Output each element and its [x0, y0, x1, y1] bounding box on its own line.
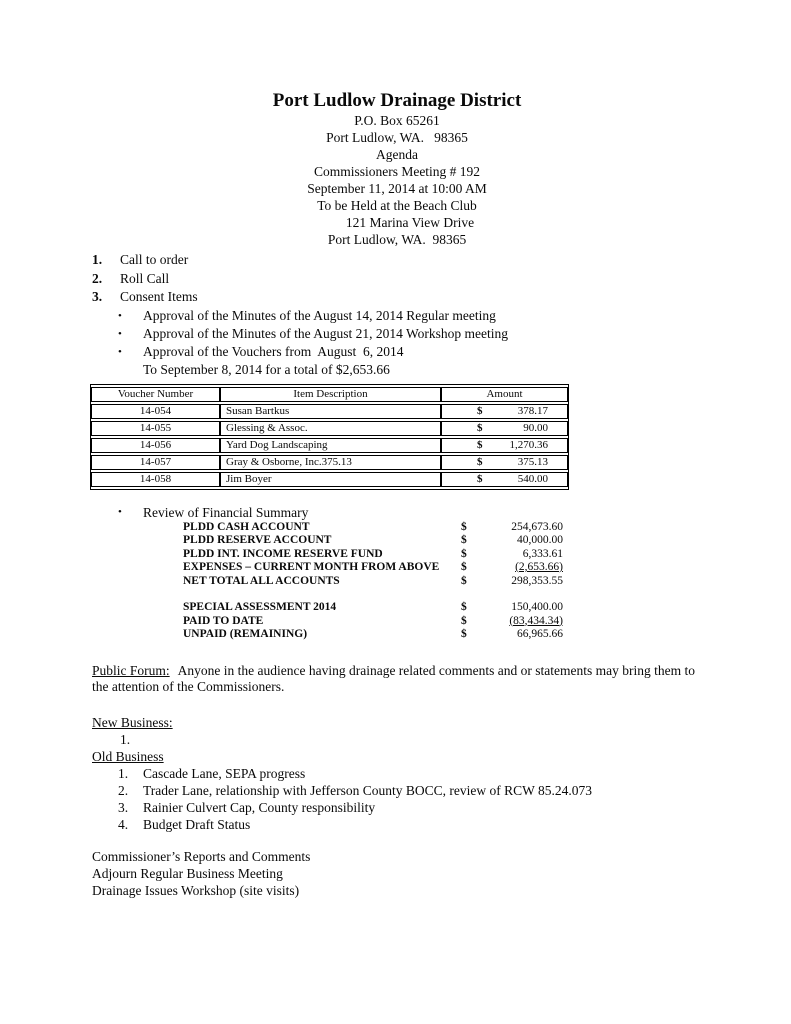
item-description-cell: Jim Boyer: [220, 472, 441, 487]
financial-row-unpaid-remaining: [183, 628, 702, 642]
financial-amount: 40,000.00: [517, 534, 563, 546]
consent-bullet-minutes-aug14: [118, 307, 702, 325]
financial-summary-label: Review of Financial Summary: [143, 504, 309, 520]
old-business-item-number: 2.: [118, 782, 129, 798]
voucher-table: [90, 384, 569, 490]
currency-symbol: $: [461, 534, 467, 546]
currency-symbol: $: [461, 520, 467, 533]
accounts-rows: [183, 521, 702, 642]
currency-symbol: $: [461, 574, 467, 587]
table-row: [91, 421, 568, 436]
consent-bullet-list: [118, 307, 702, 379]
voucher-number-cell: 14-055: [91, 421, 220, 436]
consent-bullet-line-1: Approval of the Vouchers from August 6, 2014: [143, 343, 404, 359]
currency-symbol: $: [477, 404, 483, 417]
amount-value: 90.00: [523, 421, 548, 434]
agenda-item-text: Call to order: [120, 252, 189, 267]
voucher-number-cell: 14-056: [91, 438, 220, 453]
agenda-item-number: 1.: [92, 252, 103, 267]
voucher-table-header-row: [91, 387, 568, 402]
public-forum-body: Anyone in the audience having drainage related comments and or statements may bring them to the attention of the Commissioners.: [92, 662, 699, 694]
financial-label: UNPAID (REMAINING): [183, 628, 308, 640]
bullet-icon: [118, 343, 143, 379]
old-business-item-rainier-culvert: [118, 799, 702, 816]
financial-label: PAID TO DATE: [183, 614, 264, 627]
financial-amount: 6,333.61: [522, 547, 563, 560]
financial-amount: (83,434.34): [509, 614, 563, 627]
agenda-item-call-to-order: [92, 251, 702, 270]
currency-symbol: $: [477, 421, 483, 434]
header-line-po-box: P.O. Box 65261: [354, 113, 440, 128]
amount-value: 540.00: [517, 472, 548, 485]
old-business-item-text: Budget Draft Status: [143, 816, 251, 832]
new-business-section: [92, 714, 702, 731]
currency-symbol: $: [461, 547, 467, 560]
consent-bullet-text: [143, 343, 403, 379]
amount-value: 378.17: [517, 404, 548, 417]
document-title: Port Ludlow Drainage District: [272, 90, 522, 111]
financial-row-reserve-account: [183, 534, 702, 548]
agenda-item-text: Consent Items: [120, 289, 198, 304]
old-business-item-budget-draft: [118, 816, 702, 833]
bullet-icon: [118, 505, 143, 520]
item-description-cell: Yard Dog Landscaping: [220, 438, 441, 453]
column-header-amount: Amount: [441, 387, 568, 402]
agenda-list: [92, 251, 702, 307]
new-business-item-number: 1.: [120, 731, 131, 747]
voucher-number-cell: 14-058: [91, 472, 220, 487]
amount-cell: [441, 404, 568, 419]
column-header-voucher-number: Voucher Number: [91, 387, 220, 402]
header-line-city-zip: Port Ludlow, WA. 98365: [326, 130, 468, 145]
consent-bullet-line-2: To September 8, 2014 for a total of $2,653.66: [143, 361, 390, 377]
bullet-icon: [118, 325, 143, 343]
consent-bullet-minutes-aug21: [118, 325, 702, 343]
old-business-item-number: 4.: [118, 816, 129, 832]
old-business-item-cascade-lane: [118, 765, 702, 782]
currency-symbol: $: [477, 438, 483, 451]
old-business-heading: Old Business: [92, 748, 164, 764]
table-row: [91, 404, 568, 419]
closing-line-workshop: Drainage Issues Workshop (site visits): [92, 883, 300, 899]
amount-cell: [441, 472, 568, 487]
financial-amount: (2,653.66): [515, 561, 563, 573]
financial-row-expenses: [183, 561, 702, 575]
agenda-item-roll-call: [92, 270, 702, 289]
item-description-cell: Gray & Osborne, Inc.375.13: [220, 455, 441, 470]
amount-cell: [441, 455, 568, 470]
financial-amount: 150,400.00: [511, 601, 563, 613]
currency-symbol: $: [461, 628, 467, 640]
header-line-datetime: September 11, 2014 at 10:00 AM: [307, 181, 487, 196]
financial-label: NET TOTAL ALL ACCOUNTS: [183, 574, 340, 587]
old-business-item-number: 3.: [118, 799, 129, 815]
new-business-heading: New Business:: [92, 714, 173, 730]
header-line-location: To be Held at the Beach Club: [317, 198, 477, 213]
amount-cell: [441, 438, 568, 453]
table-row: [91, 455, 568, 470]
consent-bullet-text: Approval of the Minutes of the August 14, 2014 Regular meeting: [143, 307, 496, 323]
item-description-cell: Glessing & Assoc.: [220, 421, 441, 436]
consent-bullet-vouchers: [118, 343, 702, 379]
amount-cell: [441, 421, 568, 436]
table-row: [91, 472, 568, 487]
old-business-list: [118, 765, 702, 833]
column-header-item-description: Item Description: [220, 387, 441, 402]
old-business-item-text: Trader Lane, relationship with Jefferson County BOCC, review of RCW 85.24.073: [143, 782, 592, 798]
agenda-item-number: 3.: [92, 289, 103, 304]
voucher-number-cell: 14-054: [91, 404, 220, 419]
agenda-item-text: Roll Call: [120, 270, 170, 286]
header-line-meeting-number: Commissioners Meeting # 192: [313, 164, 481, 179]
financial-label: EXPENSES – CURRENT MONTH FROM ABOVE: [183, 561, 440, 573]
financial-label: SPECIAL ASSESSMENT 2014: [183, 601, 337, 613]
financial-label: PLDD CASH ACCOUNT: [183, 520, 310, 533]
amount-value: 375.13: [517, 455, 548, 468]
spacer: [183, 588, 702, 601]
financial-amount: 298,353.55: [511, 574, 563, 587]
header-line-agenda: Agenda: [376, 147, 418, 162]
bullet-icon: [118, 307, 143, 325]
financial-label: PLDD INT. INCOME RESERVE FUND: [183, 547, 383, 560]
header-line-street: 121 Marina View Drive: [345, 215, 475, 230]
closing-line-adjourn: Adjourn Regular Business Meeting: [92, 865, 283, 881]
item-description-cell: Susan Bartkus: [220, 404, 441, 419]
currency-symbol: $: [461, 614, 467, 627]
currency-symbol: $: [477, 455, 483, 468]
financial-label: PLDD RESERVE ACCOUNT: [183, 534, 332, 546]
closing-lines: [92, 848, 702, 900]
public-forum-heading: Public Forum:: [92, 662, 170, 678]
financial-amount: 254,673.60: [511, 520, 563, 533]
old-business-section: [92, 748, 702, 765]
old-business-item-text: Rainier Culvert Cap, County responsibility: [143, 799, 376, 815]
public-forum-section: [92, 663, 702, 696]
old-business-item-number: 1.: [118, 765, 129, 781]
agenda-item-number: 2.: [92, 270, 103, 286]
table-row: [91, 438, 568, 453]
financial-row-paid-to-date: [183, 615, 702, 629]
agenda-item-consent-items: [92, 288, 702, 307]
financial-row-special-assessment: [183, 601, 702, 615]
financial-row-int-income-reserve: [183, 548, 702, 562]
voucher-number-cell: 14-057: [91, 455, 220, 470]
financial-summary: [92, 505, 702, 642]
financial-row-cash-account: [183, 521, 702, 535]
amount-value: 1,270.36: [509, 438, 548, 451]
old-business-item-trader-lane: [118, 782, 702, 799]
closing-line-commissioners-reports: Commissioner’s Reports and Comments: [92, 848, 311, 864]
currency-symbol: $: [461, 601, 467, 613]
header-line-city-zip-2: Port Ludlow, WA. 98365: [327, 232, 467, 247]
document-header: [92, 90, 702, 248]
old-business-item-text: Cascade Lane, SEPA progress: [143, 765, 306, 781]
consent-bullet-text: Approval of the Minutes of the August 21, 2014 Workshop meeting: [143, 325, 509, 341]
currency-symbol: $: [477, 472, 483, 485]
currency-symbol: $: [461, 561, 467, 573]
financial-amount: 66,965.66: [517, 628, 563, 640]
financial-row-net-total: [183, 575, 702, 589]
financial-summary-bullet: [118, 505, 702, 520]
